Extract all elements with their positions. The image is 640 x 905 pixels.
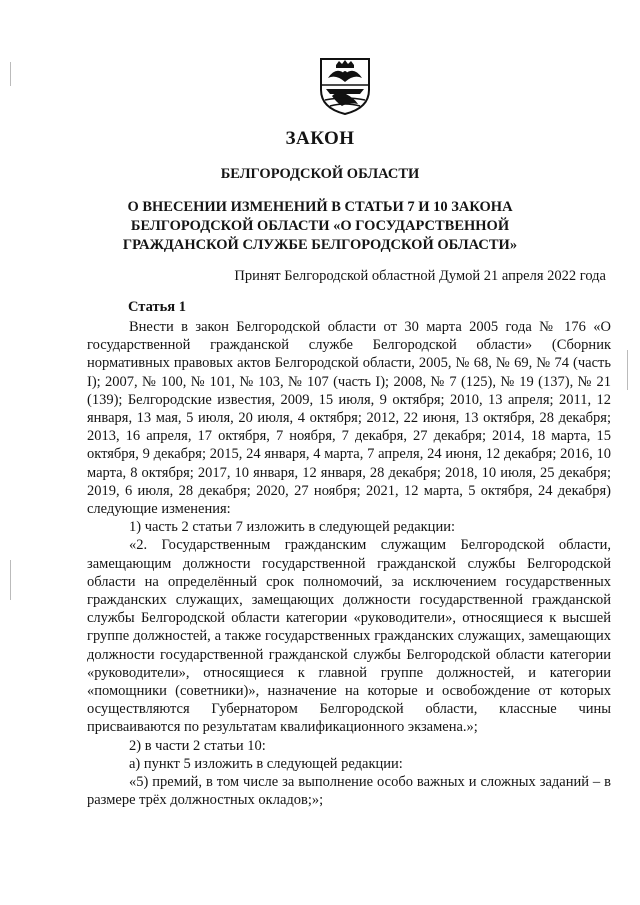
article-body	[87, 318, 611, 809]
paragraph-intro: Внести в закон Белгородской области от 30 марта 2005 года № 176 «О государственной гражданской службе Белгородской области» (Сборник нормативных правовых актов Белгородской области, 2005, № 68, № 69, № 74 (часть I); 2007, № 100, № 101, № 103, № 107 (часть I); 2008, № 7 (125), № 19 (137), № 21 (139); Белгородские известия, 2009, 15 июля, 9 октября; 2010, 13 апреля; 2011, 12 января, 13 мая, 5 июля, 20 июля, 4 октября; 2012, 22 июня, 13 октября, 28 декабря; 2013, 16 апреля, 17 октября, 7 ноября, 7 декабря, 27 декабря; 2014, 18 марта, 15 октября, 9 декабря; 2015, 24 января, 4 марта, 7 апреля, 24 июня, 12 декабря; 2016, 10 марта, 8 октября; 2017, 10 января, 12 января, 28 декабря; 2018, 10 июля, 25 декабря; 2019, 6 июля, 28 декабря; 2020, 27 ноября; 2021, 12 марта, 5 октября, 24 декабря) следующие изменения:	[87, 319, 611, 518]
region-title: БЕЛГОРОДСКОЙ ОБЛАСТИ	[220, 166, 420, 182]
subject-line: БЕЛГОРОДСКОЙ ОБЛАСТИ «О ГОСУДАРСТВЕННОЙ	[130, 218, 510, 234]
subject-line: ГРАЖДАНСКОЙ СЛУЖБЕ БЕЛГОРОДСКОЙ ОБЛАСТИ»	[122, 237, 518, 253]
law-subject	[0, 198, 640, 255]
subject-line: О ВНЕСЕНИИ ИЗМЕНЕНИЙ В СТАТЬИ 7 И 10 ЗАКОНА	[127, 199, 513, 215]
scan-edge-mark	[10, 560, 11, 600]
adoption-note: Принят Белгородской областной Думой 21 апреля 2022 года	[234, 268, 606, 284]
scan-edge-mark	[627, 350, 628, 390]
law-title: ЗАКОН	[285, 128, 355, 149]
paragraph-subitem-a: а) пункт 5 изложить в следующей редакции:	[129, 755, 403, 772]
scan-edge-mark	[10, 62, 11, 86]
belgorod-coat-of-arms-icon	[318, 56, 372, 116]
article-heading: Статья 1	[128, 299, 186, 315]
paragraph-item-1: 1) часть 2 статьи 7 изложить в следующей редакции:	[129, 519, 455, 536]
paragraph-quote-2: «5) премий, в том числе за выполнение особо важных и сложных заданий – в размере трёх должностных окладов;»;	[87, 774, 611, 809]
paragraph-item-2: 2) в части 2 статьи 10:	[129, 737, 266, 754]
paragraph-quote-1: «2. Государственным гражданским служащим Белгородской области, замещающим должности государственной гражданской службы Белгородской области на определённый срок полномочий, за исключением государственных гражданских служащих, замещающих должности государственной гражданской службы Белгородской области категории «руководители», относящиеся к высшей группе должностей, а также государственных гражданских служащих, замещающих должности государственной гражданской службы Белгородской области категории «руководители», относящиеся к главной группе должностей, и категории «помощники (советники)», назначение на которые и освобождение от которых осуществляются Губернатором Белгородской области, классные чины присваиваются по результатам квалификационного экзамена.»;	[87, 537, 611, 736]
